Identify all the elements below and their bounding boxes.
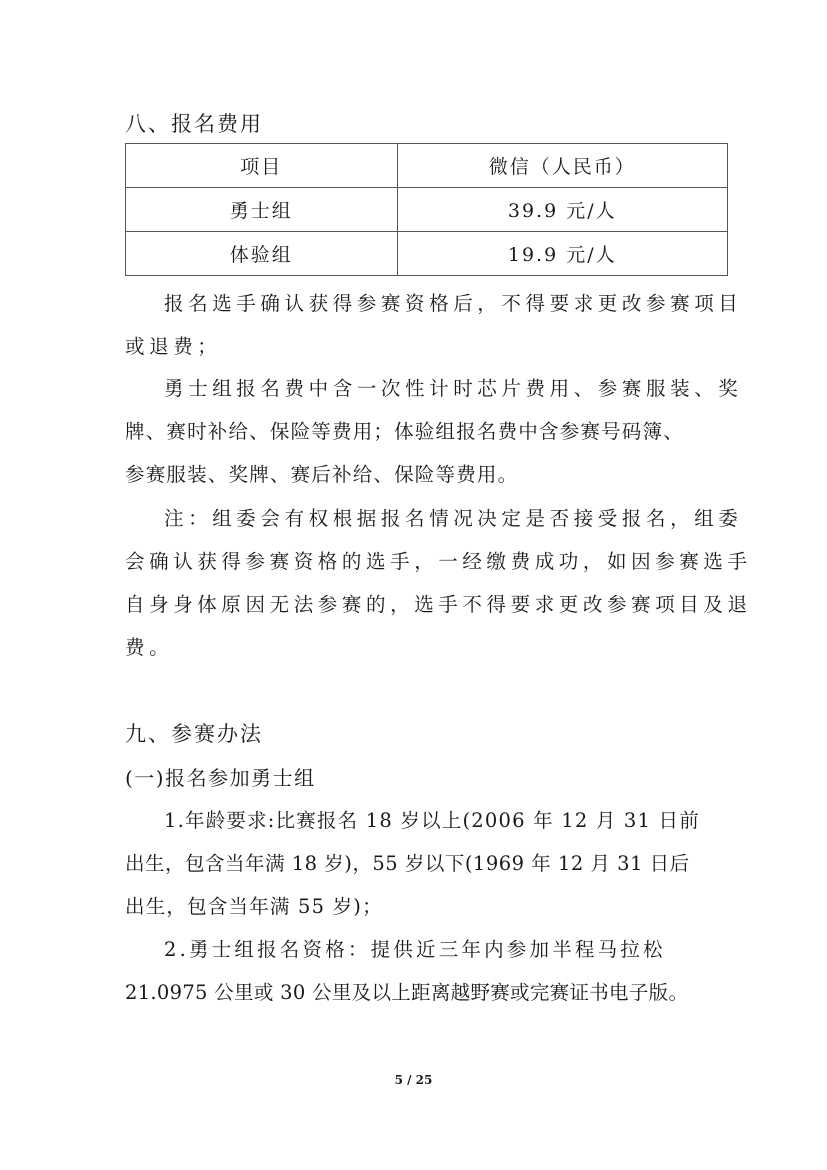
note-line: 会确认获得参赛资格的选手，一经缴费成功，如因参赛选手 [125,550,752,573]
table-cell: 勇士组 [126,188,398,232]
fee-table [125,143,728,276]
item-line: 1.年龄要求:比赛报名 18 岁以上(2006 年 12 月 31 日前 [164,809,700,832]
note-line: 费。 [125,636,174,659]
table-header-row [126,144,728,188]
note-line: 注：组委会有权根据报名情况决定是否接受报名，组委 [164,507,743,530]
note-line: 自身身体原因无法参赛的，选手不得要求更改参赛项目及退 [125,593,752,616]
item-line: 21.0975 公里或 30 公里及以上距离越野赛或完赛证书电子版。 [125,981,689,1004]
table-cell: 体验组 [126,232,398,276]
item-line: 2.勇士组报名资格：提供近三年内参加半程马拉松 [164,938,666,961]
paragraph-line: 牌、赛时补给、保险等费用；体验组报名费中含参赛号码簿、 [125,420,684,443]
table-cell: 19.9 元/人 [397,232,727,276]
subsection-title: (一)报名参加勇士组 [125,766,316,790]
page-number: 5 / 25 [394,1073,433,1087]
paragraph-line: 参赛服装、奖牌、赛后补给、保险等费用。 [125,463,519,486]
paragraph-line: 勇士组报名费中含一次性计时芯片费用、参赛服装、奖 [164,377,743,400]
item-line: 出生，包含当年满 18 岁)，55 岁以下(1969 年 12 月 31 日后 [125,852,690,875]
table-row [126,188,728,232]
table-cell: 39.9 元/人 [397,188,727,232]
paragraph-line: 或退费； [125,335,222,358]
table-header-cell: 微信（人民币） [397,144,727,188]
item-line: 出生，包含当年满 55 岁)； [125,895,383,918]
section-9-title: 九、参赛办法 [125,722,263,746]
table-row [126,232,728,276]
paragraph-line: 报名选手确认获得参赛资格后，不得要求更改参赛项目 [164,292,743,315]
section-8-title: 八、报名费用 [125,112,263,136]
table-header-cell: 项目 [126,144,398,188]
